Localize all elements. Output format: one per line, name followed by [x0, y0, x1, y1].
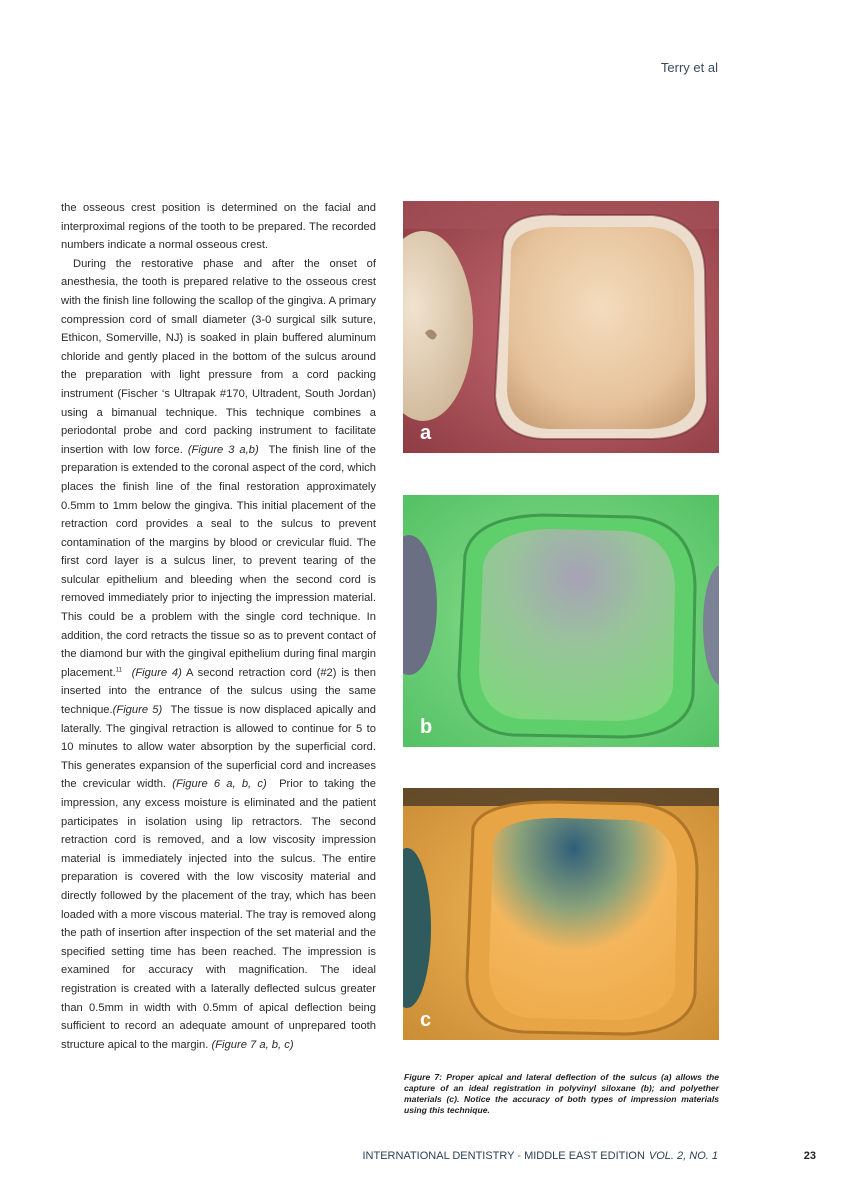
paragraph-2-part-c: A second retraction cord (#2) is then inserted into the entrance of the sulcus using the same technique. [61, 666, 376, 717]
figure-7b-photo [403, 495, 719, 747]
figure-3-reference: (Figure 3 a,b) [187, 443, 259, 456]
figure-7-caption: Figure 7: Proper apical and lateral deflection of the sulcus (a) allows the capture of an ideal registration in polyvinyl siloxane (b); and polyether materials (c). Notice the accuracy of both types of impression materials using this technique. [404, 1072, 719, 1115]
running-head: Terry et al [660, 60, 718, 75]
paragraph-2-part-d: The tissue is now displaced apically and laterally. The gingival retraction is allowed to continue for 5 to 10 minutes to allow water absorption by the superficial cord. This generates expansion of the superficial cord and increases the crevicular width. [61, 704, 376, 791]
figure-7-reference: (Figure 7 a, b, c) [211, 1038, 294, 1051]
pvs-impression-illustration [403, 495, 719, 747]
paragraph-2-part-e: Prior to taking the impression, any excess moisture is eliminated and the patient participates in isolation using lip retractors. The second retraction cord is removed, and a low viscosity impression material is immediately injected into the sulcus. The entire preparation is covered with the low viscosity material and directly followed by the placement of the tray, which has been loaded with a more viscous material. The tray is removed along the path of insertion after inspection of the set material and the specified setting time has been reached. The impression is examined for accuracy with magnification. The ideal registration is created with a laterally deflected sulcus greater than 0.5mm in width with 0.5mm of apical deflection being sufficient to record an adequate amount of unprepared tooth structure apical to the margin. [61, 778, 377, 1051]
figure-label-c: c [420, 1009, 432, 1031]
journal-edition: MIDDLE EAST EDITION [524, 1150, 645, 1162]
figure-label-a: a [420, 422, 432, 444]
journal-volume: VOL. 2, NO. 1 [648, 1150, 718, 1162]
journal-name [363, 1150, 719, 1162]
paragraph-2 [61, 255, 376, 1055]
paragraph-2-part-b: The finish line of the preparation is extended to the coronal aspect of the cord, which places the finish line of the final restoration approximately 0.5mm to 1mm below the gingiva. This initial placement of the retraction cord provides a seal to the sulcus to prevent contamination of the margins by blood or crevicular fluid. The first cord layer is a sulcus liner, to prevent tearing of the sulcular epithelium and bleeding when the second cord is removed immediately prior to injecting the impression material. This could be a problem with the single cord technique. In addition, the cord retracts the tissue so as to prevent contact of the diamond bur with the gingival epithelium during final margin placement. [61, 443, 376, 679]
figure-label-b: b [420, 716, 433, 738]
figure-7c-photo [403, 788, 719, 1040]
figure-6-reference: (Figure 6 a, b, c) [172, 778, 267, 791]
polyether-impression-illustration [403, 788, 719, 1040]
paragraph-2-part-a: During the restorative phase and after the onset of anesthesia, the tooth is prepared relative to the osseous crest with the finish line following the scallop of the gingiva. A primary compression cord of small diameter (3-0 surgical silk suture, Ethicon, Somerville, NJ) is soaked in plain buffered aluminum chloride and gently placed in the bottom of the sulcus around the preparation with light pressure from a cord packing instrument (Fischer ‘s Ultrapak #170, Ultradent, South Jordan) using a bimanual technique. This technique combines a periodontal probe and cord packing instrument to facilitate insertion with low force. [61, 257, 376, 456]
body-text [61, 199, 376, 1054]
figure-4-reference: (Figure 4) [131, 666, 182, 679]
figure-5-reference: (Figure 5) [112, 704, 163, 717]
footnote-marker: 11 [115, 667, 122, 674]
tooth-preparation-illustration [403, 201, 719, 453]
page-number: 23 [803, 1150, 816, 1162]
journal-title: INTERNATIONAL DENTISTRY [362, 1150, 515, 1162]
figure-7a-photo [403, 201, 719, 453]
paragraph-1: the osseous crest position is determined on the facial and interproximal regions of the tooth to be prepared. The recorded numbers indicate a normal osseous crest. [61, 202, 376, 252]
journal-separator: - [514, 1150, 525, 1162]
